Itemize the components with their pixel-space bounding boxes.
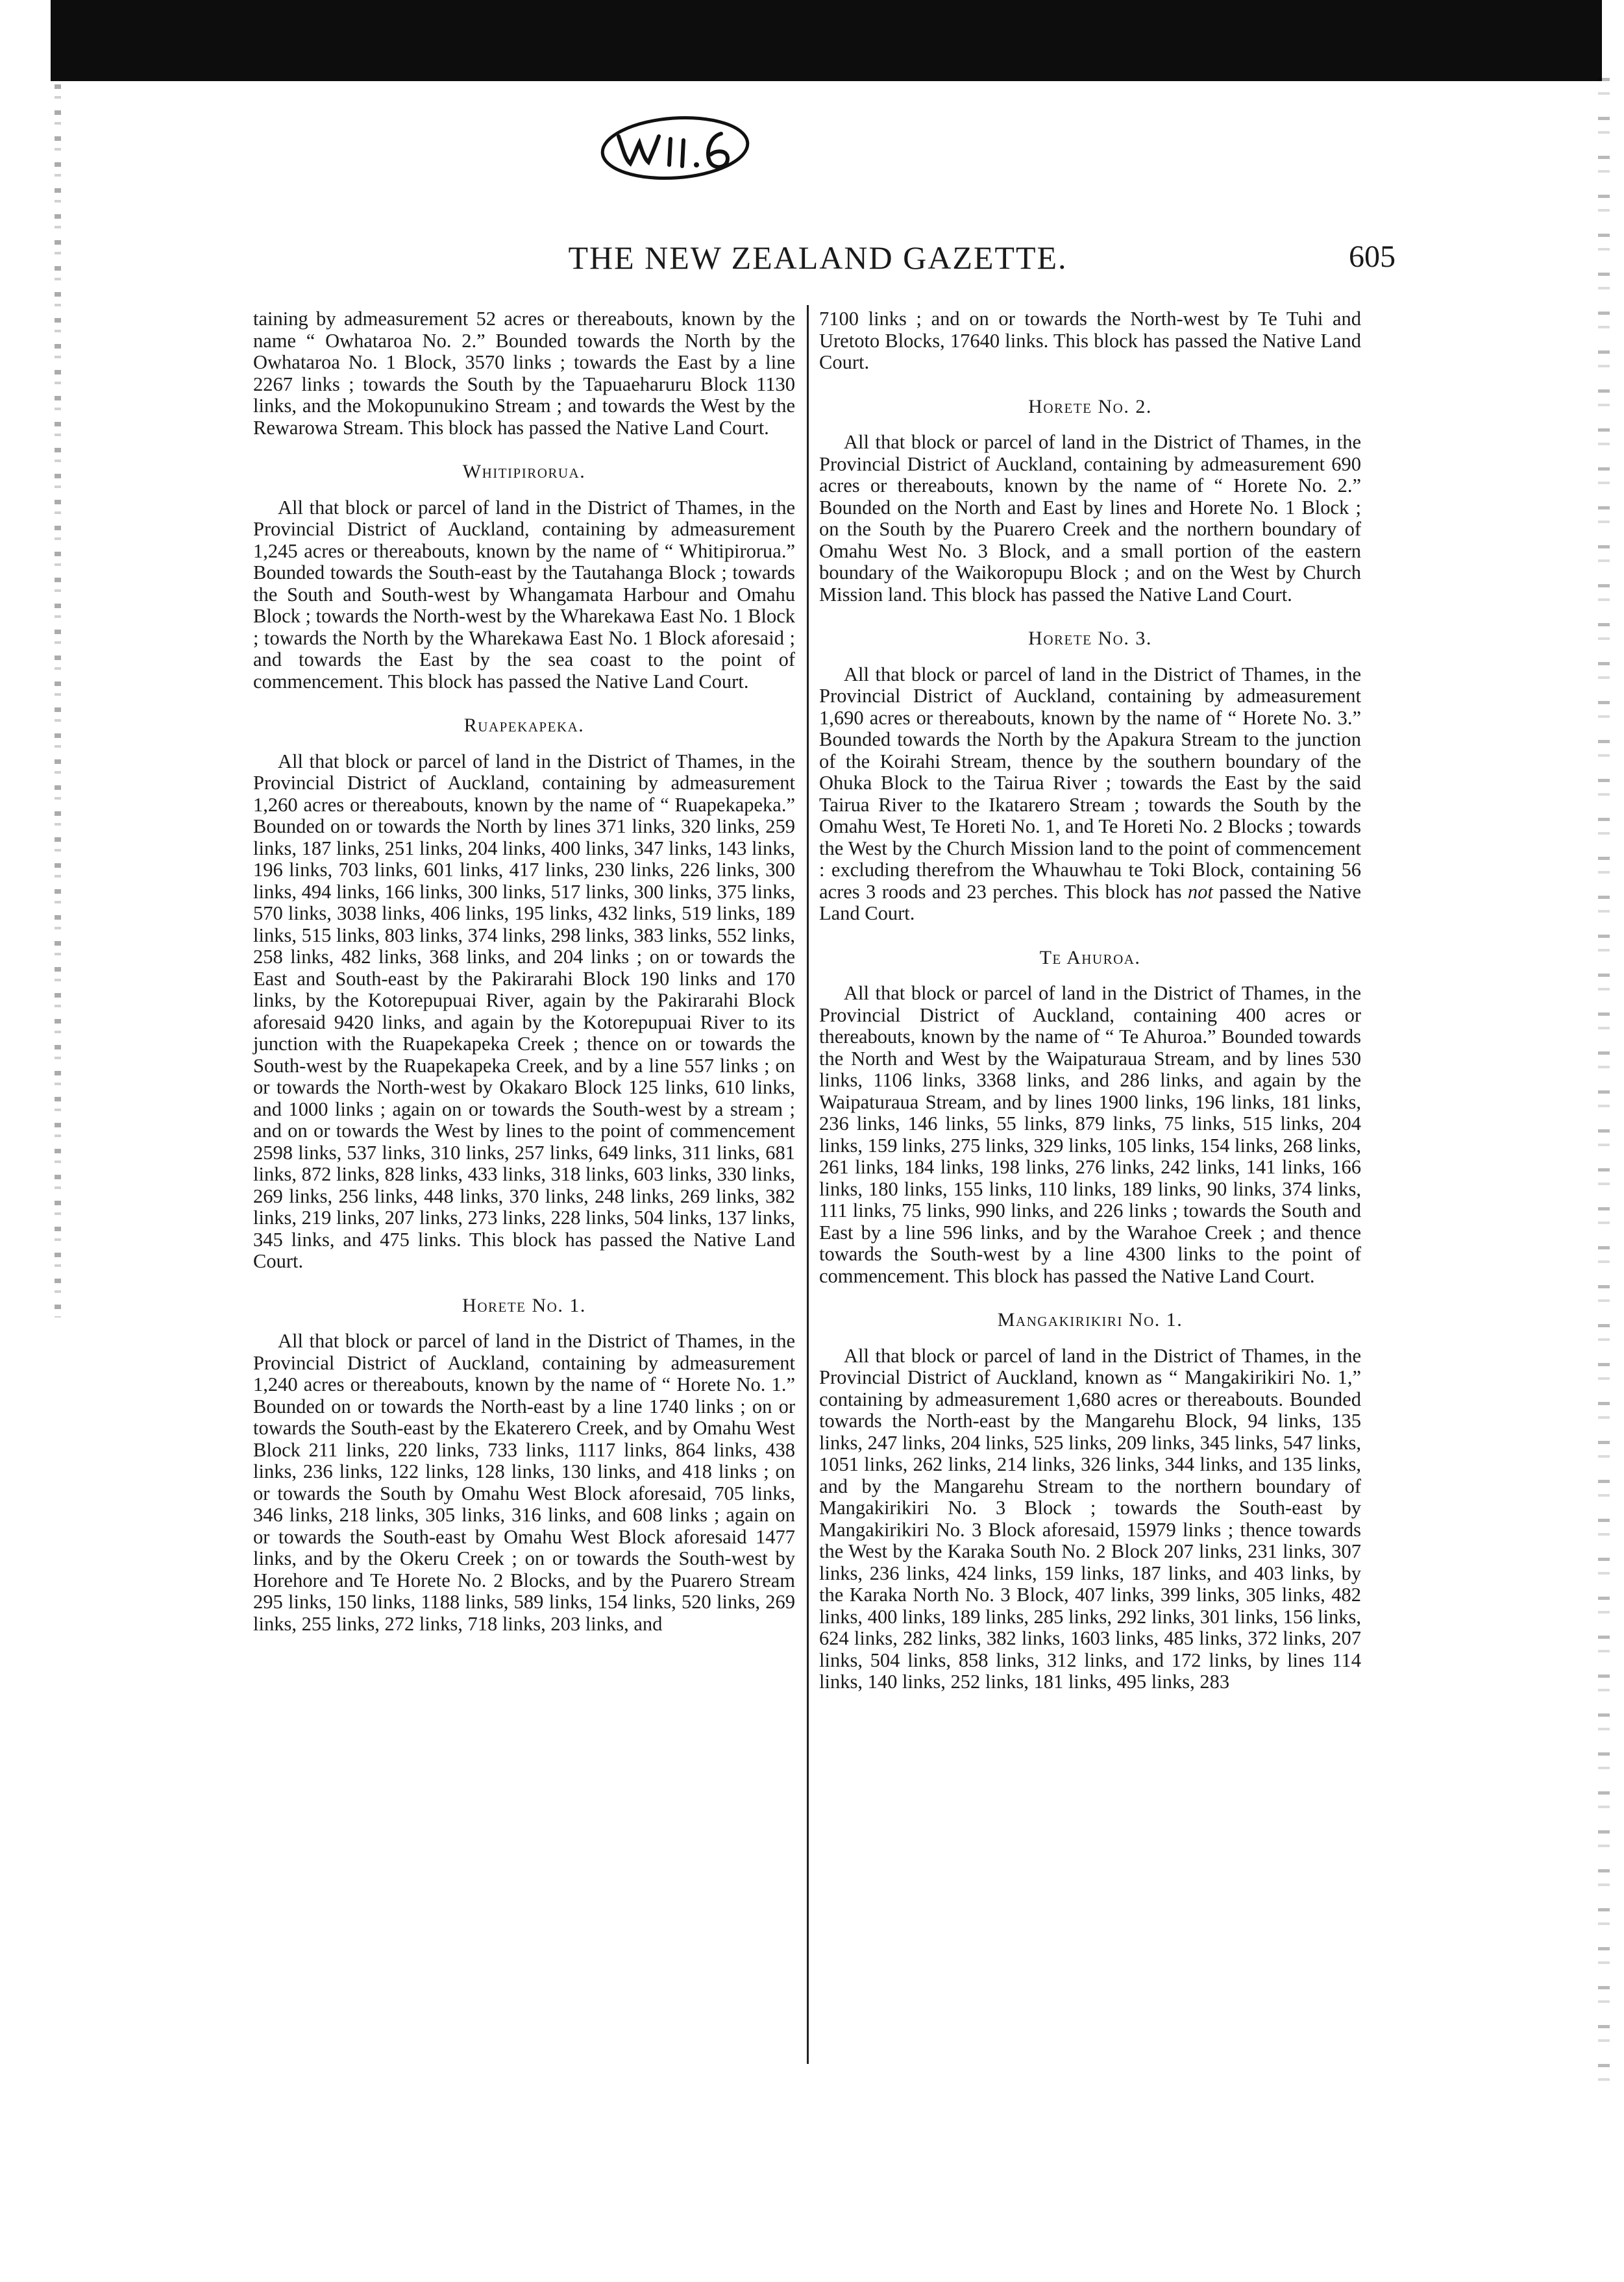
handwritten-stamp — [594, 110, 756, 188]
section-text — [819, 664, 1361, 925]
section-heading: Mangakirikiri No. 1. — [997, 1309, 1183, 1331]
section-heading: Te Ahuroa. — [1039, 946, 1141, 968]
scan-edge-marks — [55, 84, 61, 1318]
column-divider — [807, 305, 809, 2064]
section-text: All that block or parcel of land in the District of Thames, in the Provincial District of Auckland, containing by admeasurement 1,245 acres or thereabouts, known by the name of “ Whitipirorua.” Bounded towards the South-east by the Tautahanga Block ; towards the South and South-west by Whangamata Harbour and Omahu Block ; towards the North-west by the Wharekawa East No. 1 Block ; towards the North by the Wharekawa East No. 1 Block aforesaid ; and towards the East by the sea coast to the point of commencement. This block has passed the Native Land Court. — [253, 496, 795, 693]
section-heading: Ruapekapeka. — [463, 715, 585, 736]
gazette-title: THE NEW ZEALAND GAZETTE. — [568, 239, 1068, 276]
section-heading: Horete No. 3. — [1028, 628, 1152, 649]
section-text: All that block or parcel of land in the District of Thames, in the Provincial District of Auckland, known as “ Mangakirikiri No. 1,” containing by admeasurement 1,680 acres or thereabouts. Bounded towards the North-east by the Mangarehu Block, 94 links, 135 links, 247 links, 204 links, 525 links, 209 links, 345 links, 547 links, 1051 links, 262 links, 214 links, 326 links, 344 links, and 135 links, and by the Mangarehu Stream to the northern boundary of Mangakirikiri No. 3 Block ; towards the South-east by Mangakirikiri No. 3 Block aforesaid, 15979 links ; thence towards the West by the Karaka South No. 2 Block 207 links, 231 links, 307 links, 236 links, 424 links, 159 links, 187 links, and 403 links, by the Karaka North No. 3 Block, 407 links, 399 links, 305 links, 482 links, 400 links, 189 links, 285 links, 292 links, 301 links, 156 links, 624 links, 282 links, 382 links, 1603 links, 485 links, 372 links, 207 links, 504 links, 858 links, 312 links, and 172 links, by lines 114 links, 140 links, 252 links, 181 links, 495 links, 283 — [819, 1344, 1361, 1693]
scan-top-border — [51, 0, 1602, 81]
left-column — [253, 308, 795, 1635]
continued-paragraph: taining by admeasurement 52 acres or thereabouts, known by the name “ Owhataroa No. 2.” Bounded towards the North by the Owhataroa No. 1 Block, 3570 links ; towards the East by a line 2267 links ; towards the South by the Tapuaeharuru Block 1130 links, and the Mokopunukino Stream ; and towards the West by the Rewarowa Stream. This block has passed the Native Land Court. — [253, 308, 795, 439]
scan-edge-marks-right — [1598, 78, 1610, 2090]
section-heading: Horete No. 2. — [1028, 395, 1152, 417]
section-text-part: passed the Native Land Court. — [819, 880, 1362, 924]
right-column — [819, 308, 1361, 1693]
section-heading: Horete No. 1. — [462, 1294, 586, 1316]
continued-paragraph: 7100 links ; and on or towards the North-west by Te Tuhi and Uretoto Blocks, 17640 links. This block has passed the Native Land Court. — [819, 308, 1361, 373]
section-text: All that block or parcel of land in the District of Thames, in the Provincial District of Auckland, containing 400 acres or thereabouts, known by the name of “ Te Ahuroa.” Bounded towards the North and West by the Waipaturaua Stream, and by lines 530 links, 1106 links, 3368 links, and 286 links, and again by the Waipaturaua Stream, and by lines 1900 links, 196 links, 181 links, 236 links, 146 links, 55 links, 879 links, 75 links, 515 links, 204 links, 159 links, 275 links, 329 links, 105 links, 154 links, 268 links, 261 links, 184 links, 198 links, 276 links, 242 links, 141 links, 166 links, 180 links, 155 links, 110 links, 189 links, 90 links, 374 links, 111 links, 75 links, 990 links, and 226 links ; towards the South and East by a line 596 links, and by the Warahoe Creek ; and thence towards the South-west by a line 4300 links to the point of commencement. This block has passed the Native Land Court. — [819, 982, 1361, 1287]
emphasis-not: not — [1187, 880, 1213, 903]
section-text: All that block or parcel of land in the District of Thames, in the Provincial District of Auckland, containing by admeasurement 1,260 acres or thereabouts, known by the name of “ Ruapekapeka.” Bounded on or towards the North by lines 371 links, 320 links, 259 links, 187 links, 251 links, 204 links, 400 links, 347 links, 143 links, 196 links, 703 links, 601 links, 417 links, 230 links, 226 links, 300 links, 494 links, 166 links, 300 links, 517 links, 300 links, 375 links, 570 links, 3038 links, 406 links, 195 links, 432 links, 519 links, 189 links, 515 links, 803 links, 374 links, 298 links, 383 links, 552 links, 258 links, 482 links, 368 links, and 204 links ; on or towards the East and South-east by the Pakirarahi Block 190 links and 170 links, by the Kotorepupuai River, again by the Pakirarahi Block aforesaid 9420 links, and again by the Kotorepupuai River to its junction with the Ruapekapeka Creek ; thence on or towards the South-west by the Ruapekapeka Creek, and by a line 557 links ; on or towards the North-west by Okakaro Block 125 links, 610 links, and 1000 links ; again on or towards the South-west by a stream ; and on or towards the West by lines to the point of commencement 2598 links, 537 links, 310 links, 257 links, 649 links, 311 links, 681 links, 872 links, 828 links, 433 links, 318 links, 603 links, 330 links, 269 links, 256 links, 448 links, 370 links, 248 links, 269 links, 382 links, 219 links, 207 links, 273 links, 228 links, 504 links, 137 links, 345 links, and 475 links. This block has passed the Native Land Court. — [253, 750, 795, 1272]
section-text: All that block or parcel of land in the District of Thames, in the Provincial District of Auckland, containing by admeasurement 1,240 acres or thereabouts, known by the name of “ Horete No. 1.” Bounded on or towards the North-east by a line 1740 links ; on or towards the South-east by the Ekaterero Creek, and by Omahu West Block 211 links, 220 links, 733 links, 1117 links, 864 links, 438 links, 236 links, 122 links, 128 links, 130 links, and 418 links ; on or towards the South by Omahu West Block aforesaid, 705 links, 346 links, 218 links, 305 links, 316 links, and 608 links ; again on or towards the South-east by Omahu West Block aforesaid 1477 links, and by the Okeru Creek ; on or towards the South-west by Horehore and Te Horete No. 2 Blocks, and by the Puarero Stream 295 links, 150 links, 1188 links, 589 links, 154 links, 520 links, 269 links, 255 links, 272 links, 718 links, 203 links, and — [253, 1330, 795, 1635]
scan-left-margin — [0, 81, 53, 2282]
page-header — [240, 239, 1396, 278]
page-number: 605 — [1349, 239, 1396, 274]
section-text: All that block or parcel of land in the District of Thames, in the Provincial District of Auckland, containing by admeasurement 690 acres or thereabouts, known by the name of “ Horete No. 2.” Bounded on the North and East by lines and Horete No. 1 Block ; on the South by the Puarero Creek and the northern boundary of Omahu West No. 3 Block, and a small portion of the eastern boundary of the Waikoropupu Block ; and on the West by Church Mission land. This block has passed the Native Land Court. — [819, 431, 1361, 606]
section-text-part: All that block or parcel of land in the District of Thames, in the Provincial District of Auckland, containing by admeasurement 1,690 acres or thereabouts, known by the name of “ Horete No. 3.” Bounded towards the North by the Apakura Stream to the junction of the Koirahi Stream, thence by the southern boundary of the Ohuka Block to the Tairua River ; towards the East by the said Tairua River to the Ikatarero Stream ; towards the South by the Omahu West, Te Horeti No. 1, and Te Horeti No. 2 Blocks ; towards the West by the Church Mission land to the point of commencement : excluding therefrom the Whauwhau te Toki Block, containing 56 acres 3 roods and 23 perches. This block has — [819, 663, 1361, 903]
stamp-drawing — [594, 110, 756, 188]
section-heading: Whitipirorua. — [462, 461, 586, 482]
